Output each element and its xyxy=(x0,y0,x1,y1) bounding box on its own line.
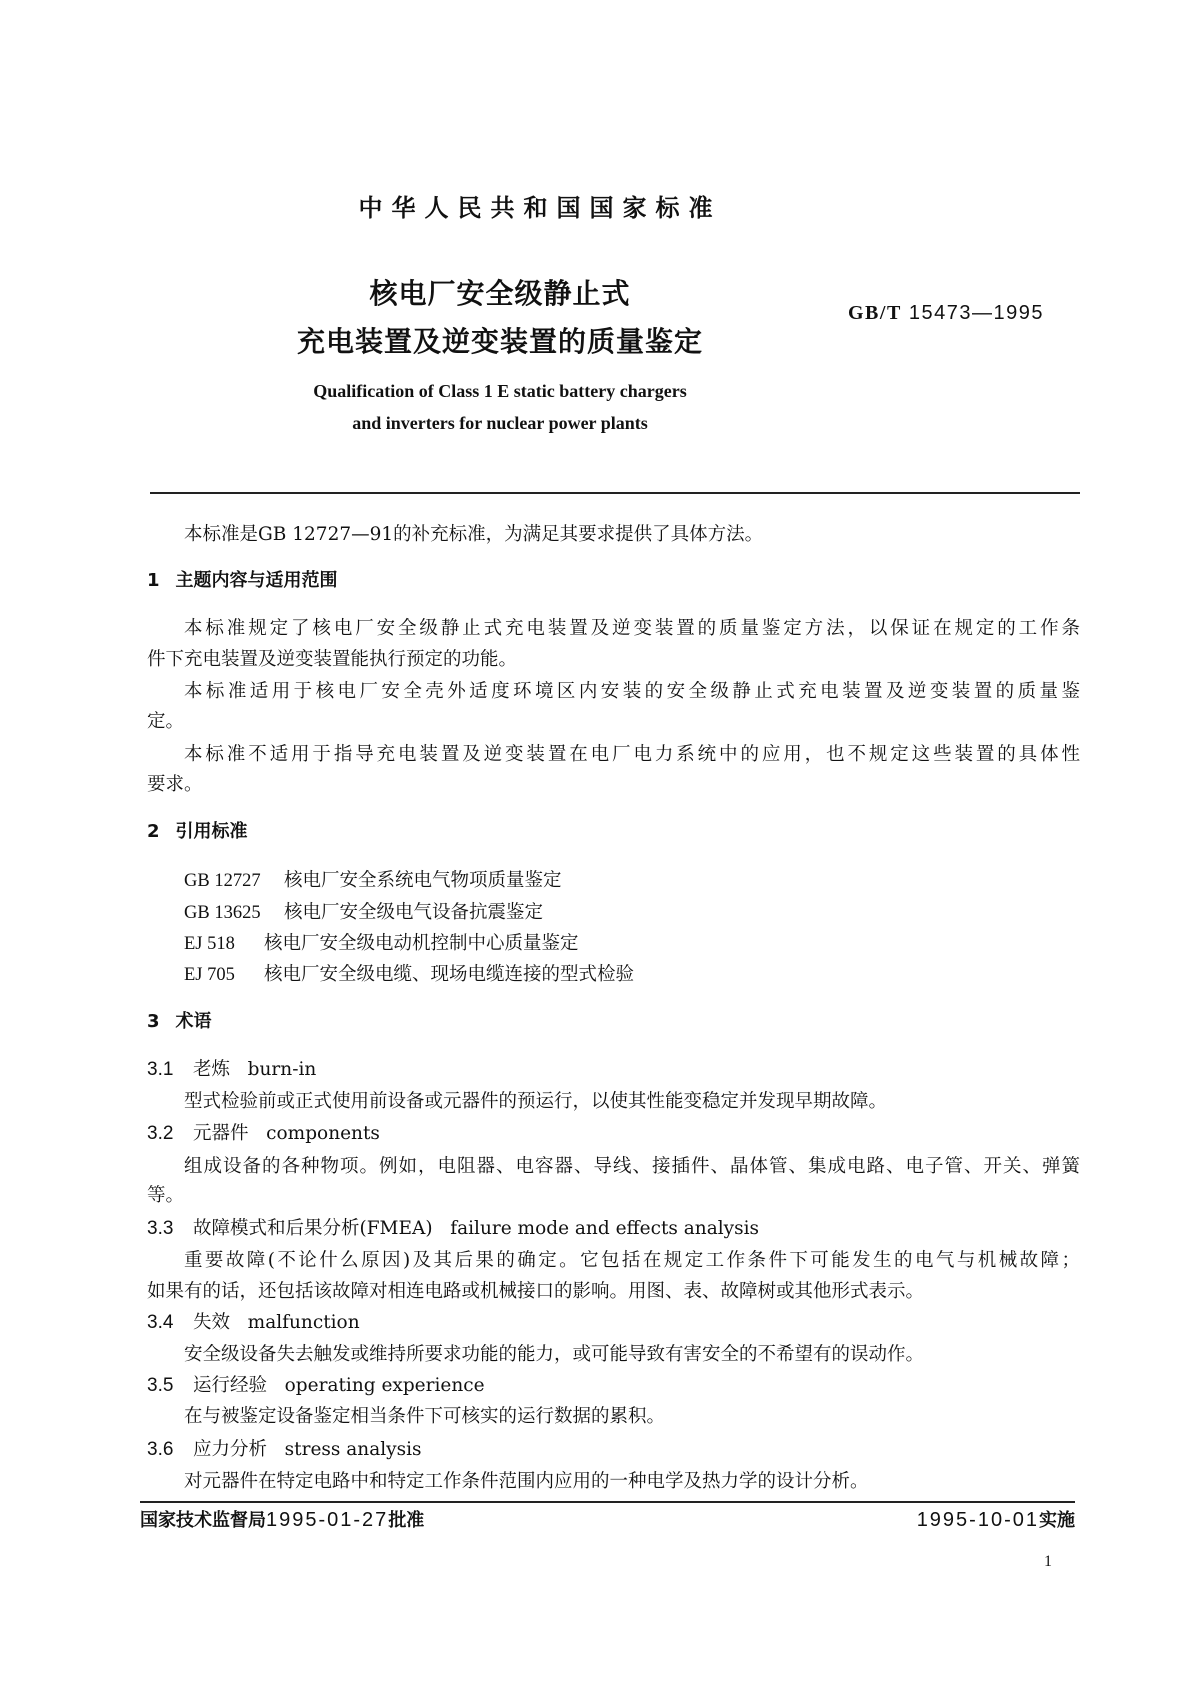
reference-code: EJ 705 xyxy=(184,965,235,985)
code-prefix: GB/T xyxy=(848,302,902,324)
term-3-5 xyxy=(147,1371,485,1397)
term-definition: 对元器件在特定电路中和特定工作条件范围内应用的一种电学及热力学的设计分析。 xyxy=(184,1471,869,1492)
title-en-line-2: and inverters for nuclear power plants xyxy=(352,413,648,433)
reference-item xyxy=(184,929,579,955)
term-3-6 xyxy=(147,1435,422,1461)
term-number: 3.1 xyxy=(147,1059,174,1080)
code-number: 15473—1995 xyxy=(908,302,1044,324)
reference-title: 核电厂安全级电气设备抗震鉴定 xyxy=(284,902,544,923)
section-title: 术语 xyxy=(175,1011,212,1032)
paragraph-line: 件下充电装置及逆变装置能执行预定的功能。 xyxy=(147,649,518,670)
term-cn: 元器件 xyxy=(193,1123,249,1144)
term-number: 3.5 xyxy=(147,1375,174,1396)
term-cn: 故障模式和后果分析(FMEA) xyxy=(193,1218,433,1239)
term-en: components xyxy=(266,1123,380,1144)
standard-code xyxy=(848,302,1044,325)
reference-code: GB 13625 xyxy=(184,903,261,923)
reference-item xyxy=(184,866,562,892)
footer-rule xyxy=(140,1501,1075,1503)
effective-label: 实施 xyxy=(1039,1510,1075,1531)
term-definition: 等。 xyxy=(147,1185,185,1206)
section-title: 引用标准 xyxy=(175,821,248,842)
page-number: 1 xyxy=(1044,1553,1052,1570)
term-en: failure mode and effects analysis xyxy=(450,1218,760,1239)
approver: 国家技术监督局 xyxy=(140,1510,266,1531)
term-definition: 如果有的话，还包括该故障对相连电路或机械接口的影响。用图、表、故障树或其他形式表示。 xyxy=(147,1281,925,1302)
term-definition: 重要故障(不论什么原因)及其后果的确定。它包括在规定工作条件下可能发生的电气与机械故障； xyxy=(184,1250,1080,1271)
paragraph-line: 定。 xyxy=(147,711,185,732)
reference-code: EJ 518 xyxy=(184,934,235,954)
term-definition: 型式检验前或正式使用前设备或元器件的预运行，以使其性能变稳定并发现早期故障。 xyxy=(184,1091,888,1112)
term-number: 3.3 xyxy=(147,1218,174,1239)
term-en: burn-in xyxy=(247,1059,317,1080)
approve-label: 批准 xyxy=(388,1510,425,1531)
paragraph-line: 本标准适用于核电厂安全壳外适度环境区内安装的安全级静止式充电装置及逆变装置的质量鉴 xyxy=(184,681,1080,702)
section-title: 主题内容与适用范围 xyxy=(175,570,338,591)
term-3-3 xyxy=(147,1214,759,1240)
effective-date: 1995-10-01 xyxy=(916,1509,1039,1531)
term-definition: 在与被鉴定设备鉴定相当条件下可核实的运行数据的累积。 xyxy=(184,1406,666,1427)
term-en: malfunction xyxy=(247,1312,360,1333)
term-number: 3.4 xyxy=(147,1312,174,1333)
reference-code: GB 12727 xyxy=(184,871,261,891)
term-cn: 失效 xyxy=(193,1312,231,1333)
term-number: 3.6 xyxy=(147,1439,174,1460)
term-3-1 xyxy=(147,1055,316,1081)
term-cn: 运行经验 xyxy=(193,1375,268,1396)
term-en: stress analysis xyxy=(284,1439,422,1460)
reference-item xyxy=(184,898,543,924)
reference-item xyxy=(184,960,634,986)
term-number: 3.2 xyxy=(147,1123,174,1144)
effective-info xyxy=(917,1506,1075,1532)
paragraph-line: 本标准不适用于指导充电装置及逆变装置在电厂电力系统中的应用，也不规定这些装置的具体性 xyxy=(184,744,1080,765)
section-number: 2 xyxy=(147,821,160,842)
reference-title: 核电厂安全系统电气物项质量鉴定 xyxy=(284,870,562,891)
reference-title: 核电厂安全级电动机控制中心质量鉴定 xyxy=(264,933,579,954)
section-3-heading xyxy=(147,1007,228,1033)
intro-text: 本标准是GB 12727—91的补充标准，为满足其要求提供了具体方法。 xyxy=(184,524,764,545)
section-number: 3 xyxy=(147,1011,160,1032)
approve-date: 1995-01-27 xyxy=(266,1509,389,1531)
term-3-2 xyxy=(147,1119,380,1145)
term-definition: 组成设备的各种物项。例如，电阻器、电容器、导线、接插件、晶体管、集成电路、电子管、开关、弹簧 xyxy=(184,1156,1080,1177)
section-1-heading xyxy=(147,566,354,592)
term-3-4 xyxy=(147,1308,360,1334)
section-number: 1 xyxy=(147,570,160,591)
title-en-line-1: Qualification of Class 1 E static battery chargers xyxy=(313,381,687,401)
term-definition: 安全级设备失去触发或维持所要求功能的能力，或可能导致有害安全的不希望有的误动作。 xyxy=(184,1344,925,1365)
term-cn: 应力分析 xyxy=(193,1439,268,1460)
title-cn-line-1: 核电厂安全级静止式 xyxy=(369,277,631,310)
national-standard-heading: 中华人民共和国国家标准 xyxy=(358,194,722,222)
section-2-heading xyxy=(147,817,264,843)
approval-info xyxy=(140,1506,424,1532)
paragraph-line: 要求。 xyxy=(147,774,203,795)
header-rule xyxy=(150,492,1080,494)
term-cn: 老炼 xyxy=(193,1059,231,1080)
title-cn-line-2: 充电装置及逆变装置的质量鉴定 xyxy=(296,325,703,358)
term-en: operating experience xyxy=(284,1375,485,1396)
reference-title: 核电厂安全级电缆、现场电缆连接的型式检验 xyxy=(264,964,635,985)
paragraph-line: 本标准规定了核电厂安全级静止式充电装置及逆变装置的质量鉴定方法，以保证在规定的工作条 xyxy=(184,618,1080,639)
